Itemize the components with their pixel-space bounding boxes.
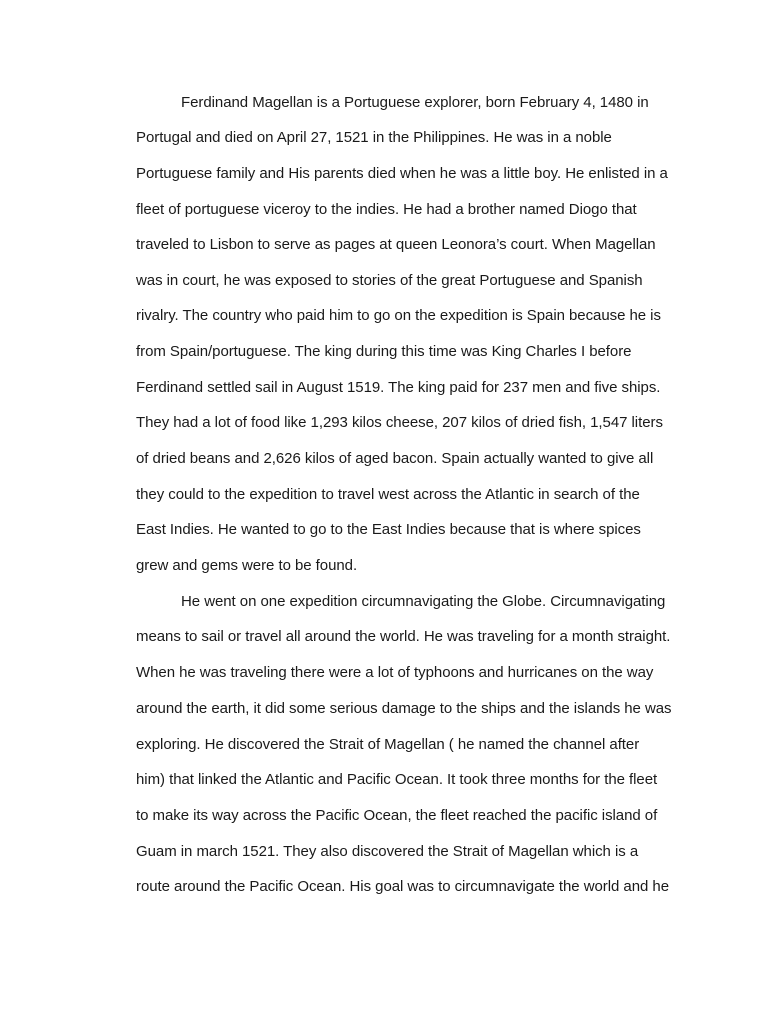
paragraph-1-line-11: of dried beans and 2,626 kilos of aged bacon. Spain actually wanted to give all (136, 450, 654, 467)
paragraph-1-line-13: East Indies. He wanted to go to the East Indies because that is where spices (136, 521, 641, 538)
paragraph-1-line-5: traveled to Lisbon to serve as pages at queen Leonora’s court. When Magellan (136, 236, 656, 253)
paragraph-2-line-1: He went on one expedition circumnavigating the Globe. Circumnavigating (181, 593, 666, 610)
paragraph-1-line-7: rivalry. The country who paid him to go on the expedition is Spain because he is (136, 307, 661, 324)
paragraph-2-line-9: route around the Pacific Ocean. His goal was to circumnavigate the world and he (136, 878, 670, 895)
paragraph-1-line-8: from Spain/portuguese. The king during this time was King Charles I before (136, 343, 632, 360)
paragraph-1-line-6: was in court, he was exposed to stories of the great Portuguese and Spanish (136, 272, 643, 289)
paragraph-1-line-4: fleet of portuguese viceroy to the indies. He had a brother named Diogo that (136, 201, 637, 218)
paragraph-1-line-9: Ferdinand settled sail in August 1519. The king paid for 237 men and five ships. (136, 379, 661, 396)
paragraph-2-line-8: Guam in march 1521. They also discovered the Strait of Magellan which is a (136, 843, 639, 860)
paragraph-2-line-2: means to sail or travel all around the world. He was traveling for a month straight. (136, 628, 671, 645)
paragraph-1-line-14: grew and gems were to be found. (136, 557, 358, 574)
paragraph-2-line-6: him) that linked the Atlantic and Pacific Ocean. It took three months for the fleet (136, 771, 658, 788)
paragraph-2-line-7: to make its way across the Pacific Ocean, the fleet reached the pacific island of (136, 807, 658, 824)
paragraph-1-line-3: Portuguese family and His parents died when he was a little boy. He enlisted in a (136, 165, 668, 182)
paragraph-2-line-3: When he was traveling there were a lot of typhoons and hurricanes on the way (136, 664, 654, 681)
paragraph-1-line-10: They had a lot of food like 1,293 kilos cheese, 207 kilos of dried fish, 1,547 liters (136, 414, 663, 431)
paragraph-2-line-5: exploring. He discovered the Strait of Magellan ( he named the channel after (136, 736, 640, 753)
paragraph-1-line-1: Ferdinand Magellan is a Portuguese explorer, born February 4, 1480 in (181, 94, 649, 111)
paragraph-1-line-2: Portugal and died on April 27, 1521 in the Philippines. He was in a noble (136, 129, 612, 146)
paragraph-1-line-12: they could to the expedition to travel west across the Atlantic in search of the (136, 486, 640, 503)
paragraph-2-line-4: around the earth, it did some serious damage to the ships and the islands he was (136, 700, 672, 717)
